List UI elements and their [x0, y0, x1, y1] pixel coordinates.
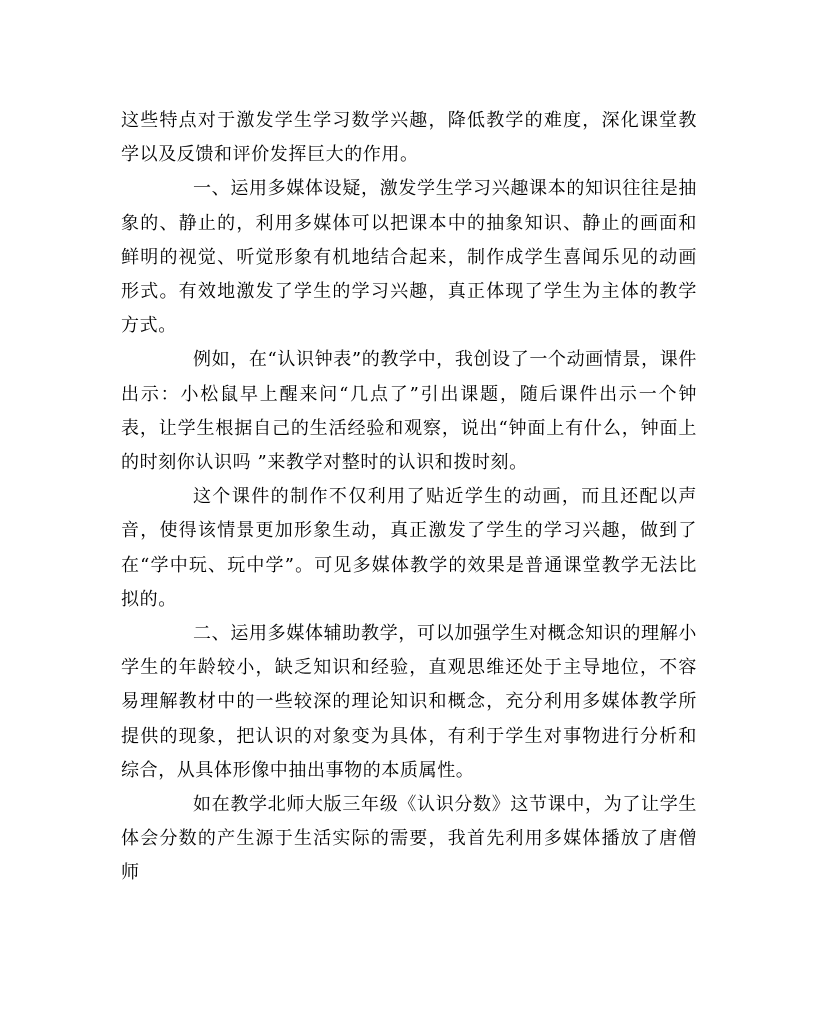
paragraph-6: 如在教学北师大版三年级《认识分数》这节课中，为了让学生体会分数的产生源于生活实际的需要，我首先利用多媒体播放了唐僧师	[121, 794, 697, 884]
paragraph-2: 一、运用多媒体设疑，激发学生学习兴趣课本的知识往往是抽象的、静止的，利用多媒体可以把课本中的抽象知识、静止的画面和鲜明的视觉、听觉形象有机地结合起来，制作成学生喜闻乐见的动画形式。有效地激发了学生的学习兴趣，真正体现了学生为主体的教学方式。	[121, 178, 697, 337]
paragraph-5: 二、运用多媒体辅助教学，可以加强学生对概念知识的理解小学生的年龄较小，缺乏知识和经验，直观思维还处于主导地位，不容易理解教材中的一些较深的理论知识和概念，充分利用多媒体教学所提供的现象，把认识的对象变为具体，有利于学生对事物进行分析和综合，从具体形像中抽出事物的本质属性。	[121, 623, 697, 781]
paragraph-3: 例如，在“认识钟表”的教学中，我创设了一个动画情景，课件出示：小松鼠早上醒来问“几点了”引出课题，随后课件出示一个钟表，让学生根据自己的生活经验和观察，说出“钟面上有什么，钟面上的时刻你认识吗 ”来教学对整时的认识和拨时刻。	[121, 349, 697, 474]
paragraph-4: 这个课件的制作不仅利用了贴近学生的动画，而且还配以声音，使得该情景更加形象生动，真正激发了学生的学习兴趣，做到了在“学中玩、玩中学”。可见多媒体教学的效果是普通课堂教学无法比拟的。	[121, 486, 697, 610]
paragraph-1: 这些特点对于激发学生学习数学兴趣，降低教学的难度，深化课堂教学以及反馈和评价发挥巨大的作用。	[121, 110, 697, 166]
document-body	[121, 104, 697, 891]
